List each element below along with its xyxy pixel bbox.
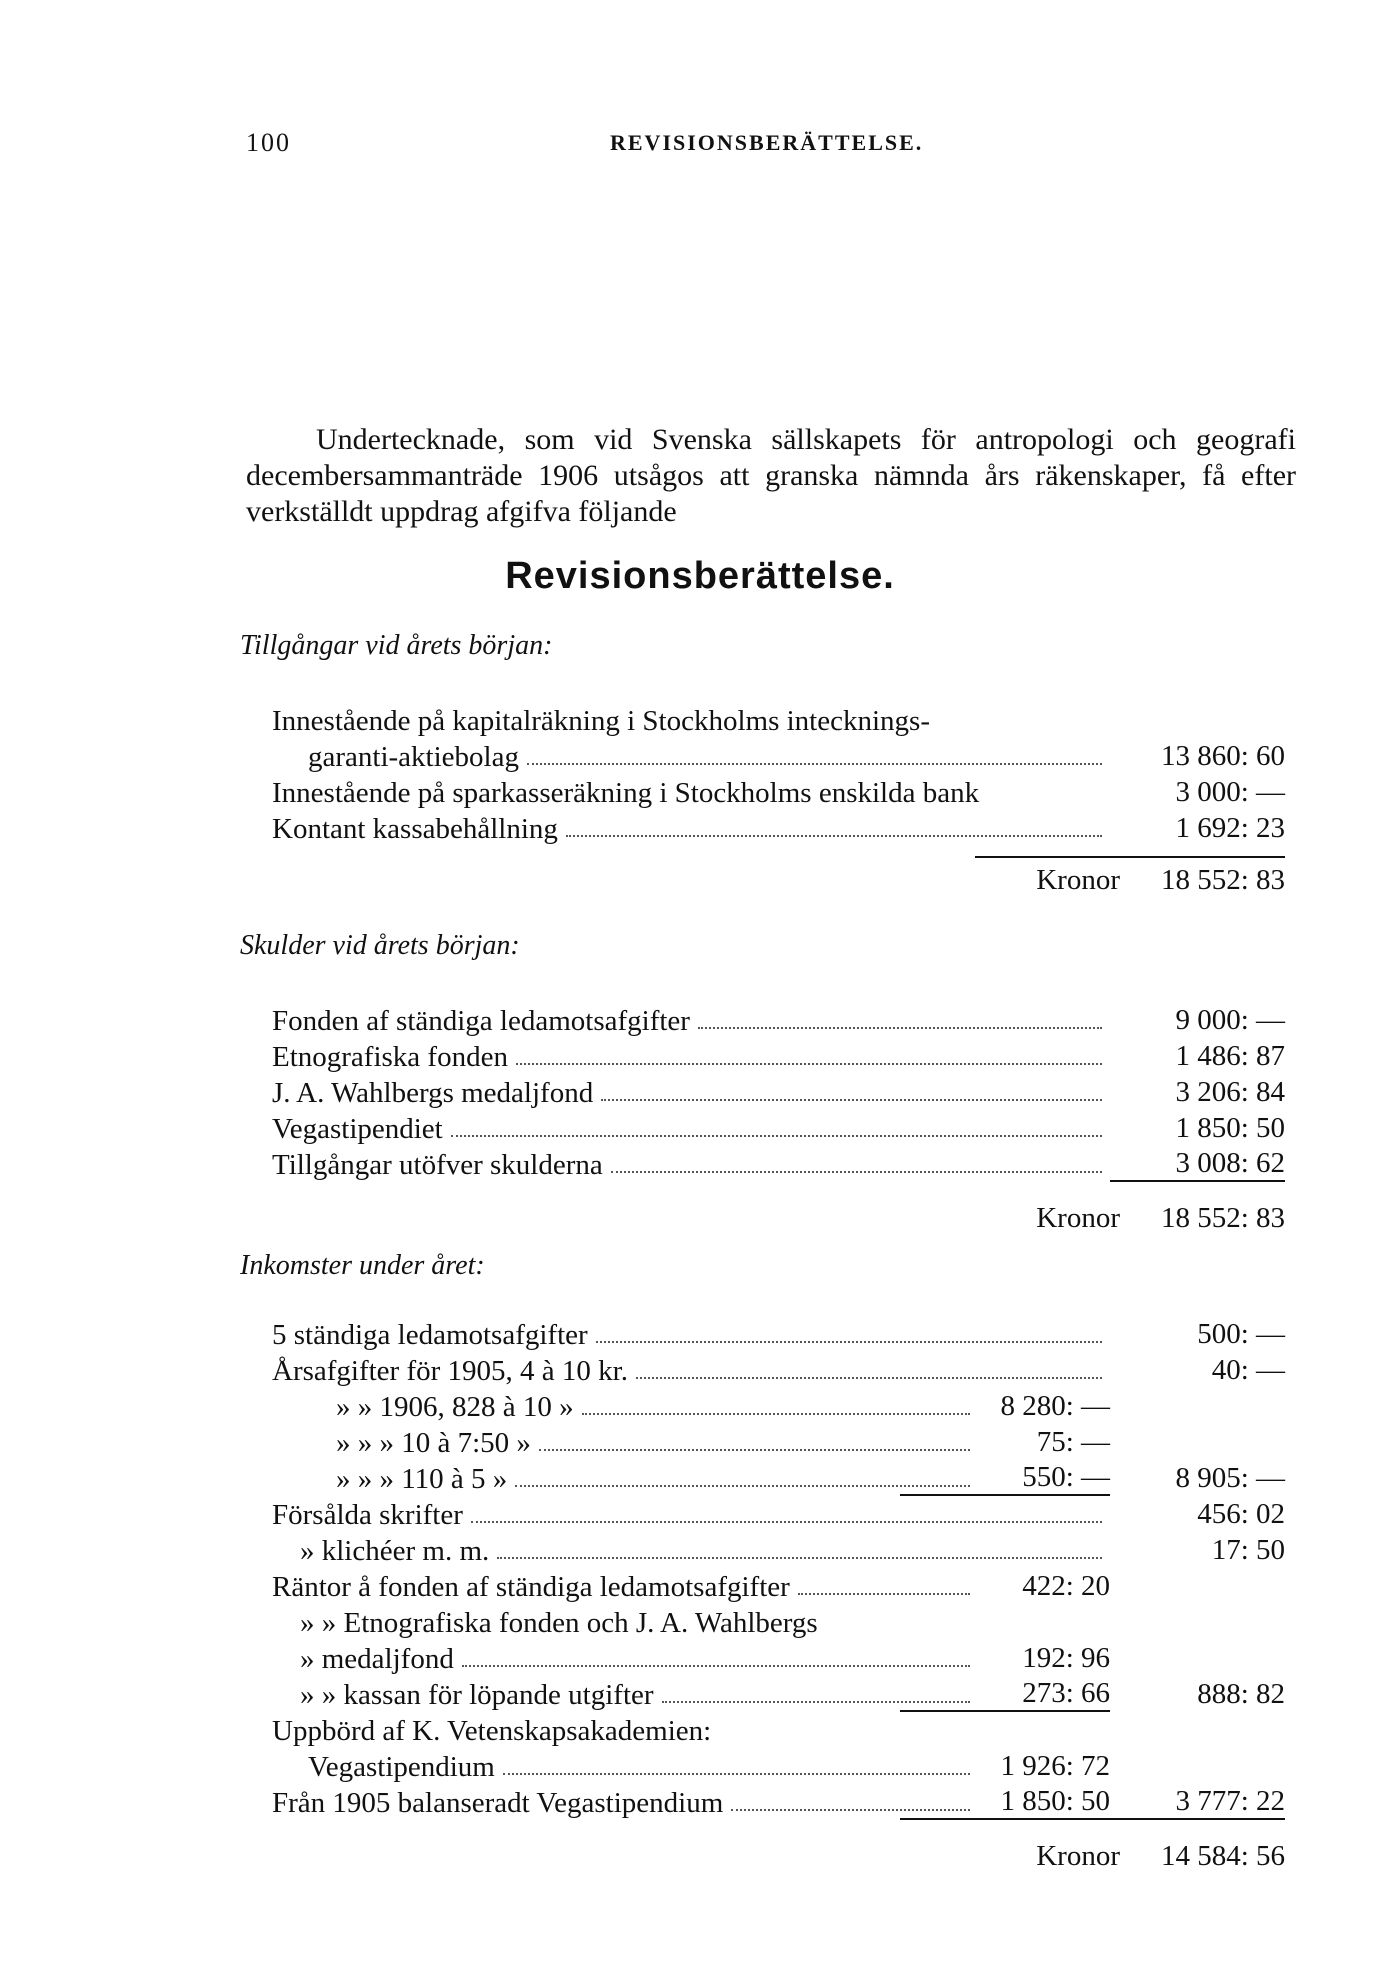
row-label: garanti-aktiebolag — [308, 738, 1108, 774]
row-label: Kontant kassabehållning — [272, 810, 1108, 846]
liabilities-row — [0, 1038, 1400, 1074]
income-row — [0, 1316, 1400, 1352]
income-row — [0, 1712, 1400, 1748]
liabilities-row — [0, 1002, 1400, 1038]
income-row — [0, 1640, 1400, 1676]
amount-value: 8 905: — — [1175, 1462, 1285, 1494]
running-title: REVISIONSBERÄTTELSE. — [610, 130, 924, 155]
amount-value: 40: — — [1211, 1354, 1285, 1386]
row-label: » » 1906, 828 à 10 » — [336, 1388, 976, 1424]
assets-row — [0, 774, 1400, 810]
row-label: Tillgångar utöfver skulderna — [272, 1146, 1108, 1182]
income-row — [0, 1460, 1400, 1496]
total-value: 18 552: 83 — [1160, 1202, 1285, 1234]
document-title: Revisionsberättelse. — [505, 555, 895, 597]
liabilities-heading: Skulder vid årets början: — [240, 930, 520, 961]
running-head — [0, 128, 1400, 168]
liabilities-row — [0, 1074, 1400, 1110]
assets-heading: Tillgångar vid årets början: — [240, 630, 553, 661]
row-label: J. A. Wahlbergs medaljfond — [272, 1074, 1108, 1110]
total-label: Kronor — [1036, 864, 1120, 896]
row-label: 5 ständiga ledamotsafgifter — [272, 1316, 1108, 1352]
amount-value: 456: 02 — [1197, 1498, 1285, 1530]
amount-value: 8 280: — — [1000, 1390, 1110, 1422]
assets-row — [0, 702, 1400, 738]
amount-value: 422: 20 — [1022, 1570, 1110, 1602]
amount-value: 1 850: 50 — [900, 1784, 1110, 1820]
row-label: Innestående på kapitalräkning i Stockholms intecknings- — [272, 705, 930, 737]
amount-value: 9 000: — — [1175, 1004, 1285, 1036]
row-label: » » Etnografiska fonden och J. A. Wahlbergs — [300, 1607, 818, 1639]
amount-value: 1 850: 50 — [1175, 1112, 1285, 1144]
income-row — [0, 1676, 1400, 1712]
income-row — [0, 1424, 1400, 1460]
liabilities-total — [0, 1198, 1400, 1238]
total-value: 14 584: 56 — [1160, 1840, 1285, 1872]
income-row — [0, 1748, 1400, 1784]
row-label: Räntor å fonden af ständiga ledamotsafgifter — [272, 1568, 976, 1604]
amount-value: 500: — — [1197, 1318, 1285, 1350]
amount-value: 3 008: 62 — [1110, 1146, 1285, 1182]
row-label: Årsafgifter för 1905, 4 à 10 kr. — [272, 1352, 1108, 1388]
row-label: Vegastipendiet — [272, 1110, 1108, 1146]
row-label: Vegastipendium — [308, 1748, 976, 1784]
amount-value: 273: 66 — [900, 1676, 1110, 1712]
income-total — [0, 1836, 1400, 1876]
income-row — [0, 1784, 1400, 1820]
income-row — [0, 1532, 1400, 1568]
row-label: Från 1905 balanseradt Vegastipendium — [272, 1784, 976, 1820]
row-label: » » » 10 à 7:50 » — [336, 1424, 976, 1460]
income-row — [0, 1352, 1400, 1388]
total-value: 18 552: 83 — [1160, 864, 1285, 896]
amount-value: 888: 82 — [1197, 1678, 1285, 1710]
amount-value: 13 860: 60 — [1160, 740, 1285, 772]
page-number: 100 — [246, 128, 291, 157]
assets-row — [0, 810, 1400, 846]
row-label: Innestående på sparkasseräkning i Stockholms enskilda bank — [272, 777, 980, 809]
amount-value: 75: — — [1036, 1426, 1110, 1458]
row-label: » » kassan för löpande utgifter — [300, 1676, 976, 1712]
liabilities-row — [0, 1110, 1400, 1146]
amount-value: 1 486: 87 — [1175, 1040, 1285, 1072]
income-row — [0, 1388, 1400, 1424]
row-label: » » » 110 à 5 » — [336, 1460, 976, 1496]
intro-paragraph: Undertecknade, som vid Svenska sällskapets för antropologi och geografi decembersammanträde 1906 utsågos att granska nämnda års räkenskaper, få efter verkställdt uppdrag afgifva följande — [246, 423, 1296, 528]
income-row — [0, 1604, 1400, 1640]
total-label: Kronor — [1036, 1202, 1120, 1234]
amount-value: 1 926: 72 — [1000, 1750, 1110, 1782]
total-label: Kronor — [1036, 1840, 1120, 1872]
amount-value: 3 206: 84 — [1175, 1076, 1285, 1108]
amount-value: 3 000: — — [1175, 776, 1285, 808]
assets-total — [0, 860, 1400, 900]
amount-value: 192: 96 — [1022, 1642, 1110, 1674]
amount-value: 550: — — [900, 1460, 1110, 1496]
amount-value: 17: 50 — [1211, 1534, 1285, 1566]
income-row — [0, 1496, 1400, 1532]
income-row — [0, 1568, 1400, 1604]
amount-value: 1 692: 23 — [1175, 812, 1285, 844]
row-label: Etnografiska fonden — [272, 1038, 1108, 1074]
amount-value: 3 777: 22 — [1110, 1784, 1285, 1820]
row-label: » medaljfond — [300, 1640, 976, 1676]
row-label: Uppbörd af K. Vetenskapsakademien: — [272, 1715, 712, 1747]
row-label: » klichéer m. m. — [300, 1532, 1108, 1568]
liabilities-row — [0, 1146, 1400, 1182]
income-heading: Inkomster under året: — [240, 1250, 485, 1281]
row-label: Försålda skrifter — [272, 1496, 1108, 1532]
row-label: Fonden af ständiga ledamotsafgifter — [272, 1002, 1108, 1038]
assets-row — [0, 738, 1400, 774]
